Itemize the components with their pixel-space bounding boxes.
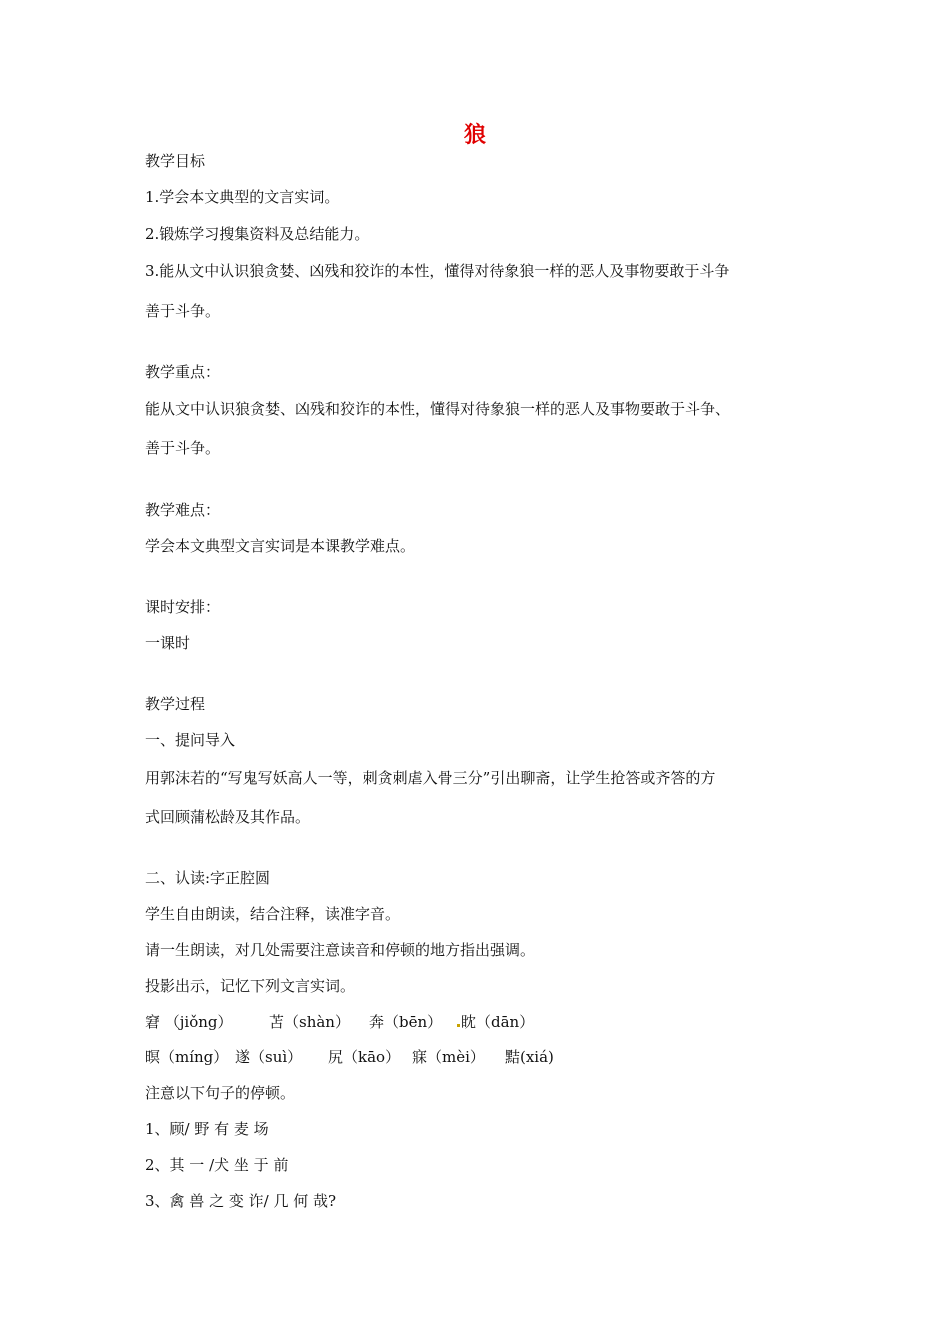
schedule-heading: 课时安排： <box>145 598 221 616</box>
pinyin-word: 窘 （jiǒng） <box>145 1013 233 1031</box>
part1-line-2: 式回顾蒲松龄及其作品。 <box>145 808 311 826</box>
key-points-line-2: 善于斗争。 <box>145 439 221 457</box>
pinyin-word: 苫（shàn） <box>269 1013 350 1031</box>
process-heading: 教学过程 <box>145 695 206 713</box>
pause-sentence-1: 1、顾/ 野 有 麦 场 <box>145 1120 269 1138</box>
part1-line-1: 用郭沫若的“写鬼写妖高人一等，刺贪刺虐入骨三分”引出聊斋，让学生抢答或齐答的方 <box>145 769 716 787</box>
pinyin-word: 寐（mèi） <box>412 1048 485 1066</box>
schedule-text: 一课时 <box>145 634 191 652</box>
pinyin-word: 黠(xiá) <box>505 1048 554 1066</box>
key-points-line-1: 能从文中认识狼贪婪、凶残和狡诈的本性，懂得对待象狼一样的恶人及事物要敢于斗争、 <box>145 400 731 418</box>
pinyin-word: 尻（kāo） <box>328 1048 401 1066</box>
pinyin-word: 奔（bēn） <box>369 1013 443 1031</box>
difficulties-text: 学会本文典型文言实词是本课教学难点。 <box>145 537 416 555</box>
part2-heading: 二、认读:字正腔圆 <box>145 869 271 887</box>
pinyin-word: 眈（dān） <box>461 1013 535 1031</box>
editor-mark <box>457 1024 460 1027</box>
part2-line-2: 请一生朗读，对几处需要注意读音和停顿的地方指出强调。 <box>145 941 536 959</box>
part2-line-3: 投影出示，记忆下列文言实词。 <box>145 977 356 995</box>
difficulties-heading: 教学难点： <box>145 501 221 519</box>
key-points-heading: 教学重点： <box>145 363 221 381</box>
objective-item-1: 1.学会本文典型的文言实词。 <box>145 188 340 206</box>
pinyin-word: 遂（suì） <box>235 1048 303 1066</box>
objective-item-2: 2.锻炼学习搜集资料及总结能力。 <box>145 225 370 243</box>
objective-item-3-cont: 善于斗争。 <box>145 302 221 320</box>
pause-sentence-3: 3、禽 兽 之 变 诈/ 几 何 哉? <box>145 1192 337 1210</box>
document-title: 狼 <box>463 123 486 148</box>
pinyin-word: 暝（míng） <box>145 1048 229 1066</box>
pause-intro: 注意以下句子的停顿。 <box>145 1084 296 1102</box>
pause-sentence-2: 2、其 一 /犬 坐 于 前 <box>145 1156 289 1174</box>
pinyin-row-1 <box>145 1011 825 1033</box>
pinyin-row-2 <box>145 1046 825 1068</box>
objectives-heading: 教学目标 <box>145 152 206 170</box>
objective-item-3: 3.能从文中认识狼贪婪、凶残和狡诈的本性，懂得对待象狼一样的恶人及事物要敢于斗争 <box>145 262 730 280</box>
part1-heading: 一、提问导入 <box>145 731 236 749</box>
part2-line-1: 学生自由朗读，结合注释，读准字音。 <box>145 905 401 923</box>
